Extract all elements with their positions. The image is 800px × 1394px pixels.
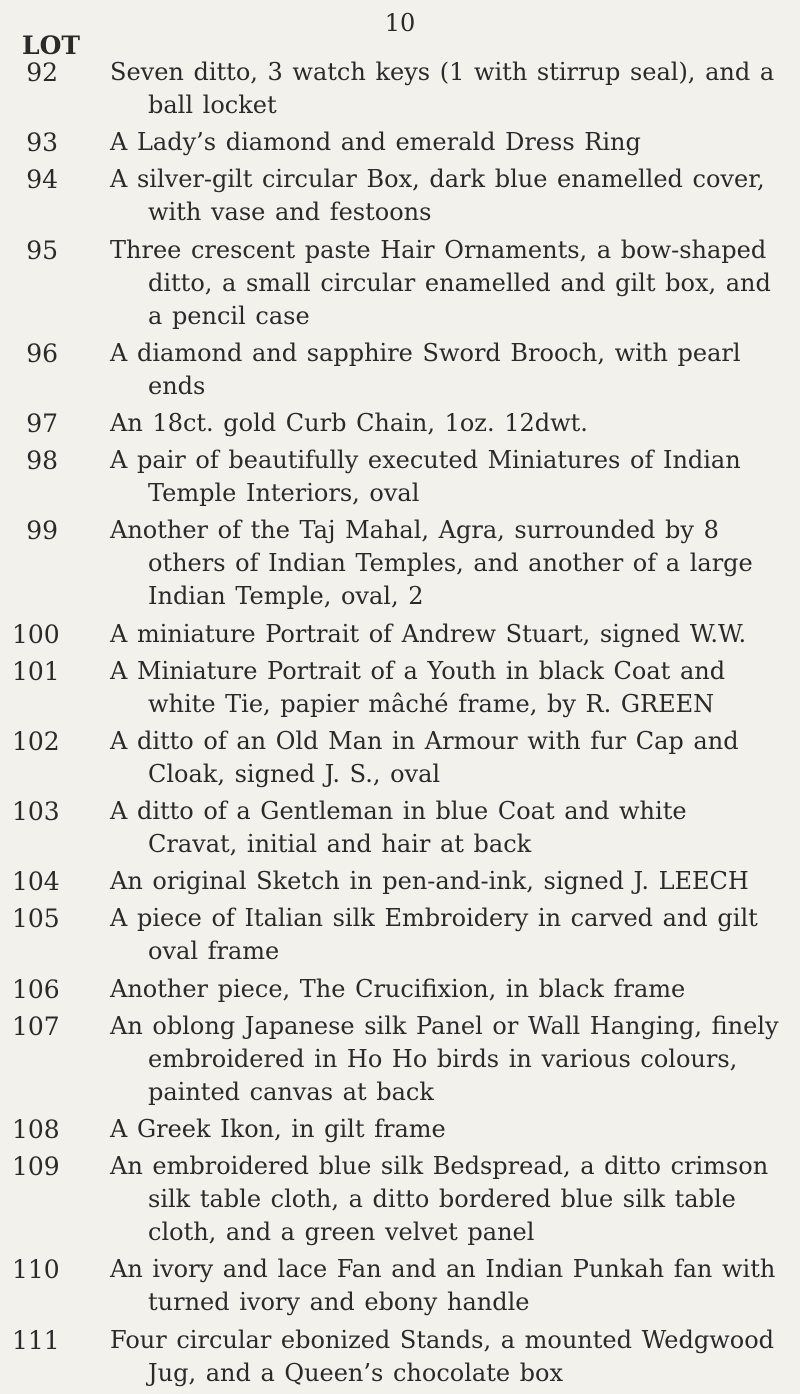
lot-entry — [0, 1010, 800, 1109]
lot-description: An 18ct. gold Curb Chain, 1oz. 12dwt. — [110, 408, 588, 437]
lot-entry — [0, 973, 800, 1006]
lot-entry — [0, 514, 800, 613]
lot-entry — [0, 795, 800, 861]
lot-description: A ditto of an Old Man in Armour with fur Cap and Cloak, signed J. S., oval — [110, 726, 739, 788]
lot-number: 108 — [12, 1115, 60, 1144]
lot-description: An ivory and lace Fan and an Indian Punkah fan with turned ivory and ebony handle — [110, 1255, 776, 1317]
lot-entry — [0, 655, 800, 721]
lot-number: 103 — [12, 797, 60, 827]
lot-description: An original Sketch in pen-and-ink, signed J. LEECH — [110, 867, 749, 896]
lot-number: 97 — [26, 408, 58, 438]
lot-description: Four circular ebonized Stands, a mounted Wedgwood Jug, and a Queen’s chocolate box — [110, 1325, 775, 1387]
lot-entry — [0, 337, 800, 403]
lot-number: 105 — [12, 904, 60, 934]
lot-list — [0, 56, 800, 1394]
lot-entry — [0, 865, 800, 898]
lot-number: 96 — [26, 338, 58, 368]
lot-description: A Miniature Portrait of a Youth in black Coat and white Tie, papier mâché frame, by R. GREEN — [110, 656, 726, 718]
lot-number: 98 — [26, 446, 58, 476]
lot-entry — [0, 1150, 800, 1249]
lot-number: 106 — [12, 974, 60, 1004]
page-number: 10 — [384, 9, 416, 37]
lot-number: 99 — [26, 516, 58, 546]
lot-entry — [0, 725, 800, 791]
lot-description: An embroidered blue silk Bedspread, a ditto crimson silk table cloth, a ditto bordered blue silk table cloth, and a green velvet panel — [110, 1152, 769, 1247]
lot-number: 110 — [12, 1255, 60, 1285]
lot-description: Another of the Taj Mahal, Agra, surrounded by 8 others of Indian Temples, and another of a large Indian Temple, oval, 2 — [110, 516, 753, 611]
lot-number: 104 — [12, 867, 60, 897]
lot-entry — [0, 618, 800, 651]
lot-number: 109 — [12, 1152, 60, 1182]
lot-entry — [0, 126, 800, 159]
lot-entry — [0, 902, 800, 968]
lot-entry — [0, 1324, 800, 1390]
lot-description: A miniature Portrait of Andrew Stuart, signed W.W. — [110, 619, 747, 648]
lot-number: 102 — [12, 726, 60, 756]
lot-number: 111 — [12, 1325, 60, 1355]
lot-entry — [0, 234, 800, 333]
lot-description: Another piece, The Crucifixion, in black frame — [110, 974, 686, 1003]
lot-number: 107 — [12, 1011, 60, 1041]
lot-entry — [0, 56, 800, 122]
lot-description: A silver-gilt circular Box, dark blue enamelled cover, with vase and festoons — [110, 165, 765, 227]
lot-description: A diamond and sapphire Sword Brooch, with pearl ends — [110, 338, 741, 400]
lot-entry — [0, 444, 800, 510]
lot-entry — [0, 407, 800, 440]
lot-column-heading: LOT — [22, 31, 80, 60]
lot-number: 92 — [26, 58, 58, 87]
lot-description: A piece of Italian silk Embroidery in carved and gilt oval frame — [110, 904, 758, 966]
lot-number: 100 — [12, 619, 60, 649]
lot-number: 93 — [26, 128, 58, 158]
lot-description: A ditto of a Gentleman in blue Coat and white Cravat, initial and hair at back — [110, 797, 687, 859]
lot-description: Seven ditto, 3 watch keys (1 with stirrup seal), and a ball locket — [110, 58, 775, 119]
lot-description: An oblong Japanese silk Panel or Wall Hanging, finely embroidered in Ho Ho birds in various colours, painted canvas at back — [110, 1011, 779, 1106]
lot-description: Three crescent paste Hair Ornaments, a bow-shaped ditto, a small circular enamelled and gilt box, and a pencil case — [110, 235, 771, 330]
lot-number: 94 — [26, 165, 58, 195]
lot-number: 95 — [26, 235, 58, 265]
lot-description: A Lady’s diamond and emerald Dress Ring — [110, 128, 641, 157]
lot-entry — [0, 163, 800, 229]
lot-number: 101 — [12, 656, 60, 686]
lot-description: A Greek Ikon, in gilt frame — [110, 1115, 446, 1143]
lot-entry — [0, 1113, 800, 1146]
lot-description: A pair of beautifully executed Miniatures of Indian Temple Interiors, oval — [110, 446, 741, 508]
lot-entry — [0, 1253, 800, 1319]
